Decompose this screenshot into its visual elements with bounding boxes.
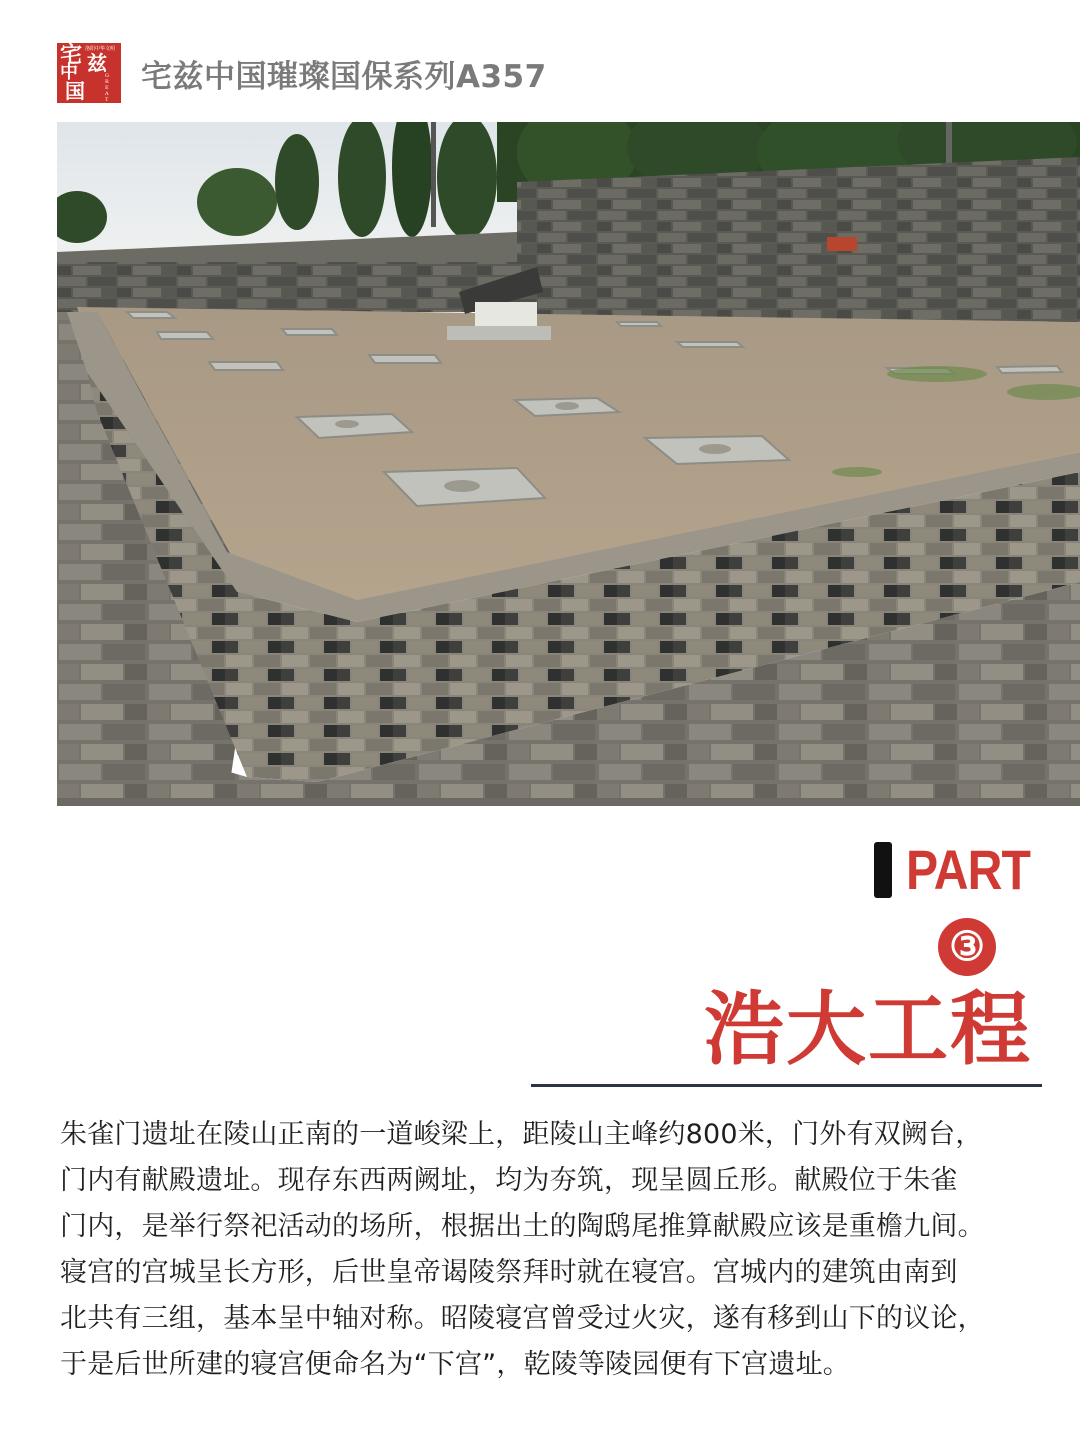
body-line: 寝宫的宫城呈长方形，后世皇帝谒陵祭拜时就在寝宫。宫城内的建筑由南到 bbox=[60, 1257, 958, 1288]
part-number-badge: ③ bbox=[938, 918, 996, 976]
part-label: PART bbox=[906, 838, 1031, 901]
site-photo bbox=[57, 122, 1080, 806]
part-marker-bar bbox=[874, 842, 892, 898]
brand-logo bbox=[57, 42, 121, 121]
logo-char: 中 bbox=[60, 62, 78, 83]
logo-char: 宅 bbox=[60, 42, 83, 68]
body-line: 北共有三组，基本呈中轴对称。昭陵寝宫曾受过火灾，遂有移到山下的议论， bbox=[60, 1303, 985, 1334]
body-line: 于是后世所建的寝宫便命名为“下宫”，乾陵等陵园便有下宫遗址。 bbox=[60, 1349, 850, 1380]
body-paragraph bbox=[60, 1112, 1040, 1388]
section-divider bbox=[531, 1084, 1042, 1087]
body-line: 朱雀门遗址在陵山正南的一道峻梁上，距陵山主峰约800米，门外有双阙台， bbox=[60, 1119, 983, 1150]
logo-small-text: 洛阳中华文明 bbox=[85, 46, 116, 52]
logo-char: 兹 bbox=[87, 51, 107, 75]
body-line: 门内有献殿遗址。现存东西两阙址，均为夯筑，现呈圆丘形。献殿位于朱雀 bbox=[60, 1165, 958, 1196]
header bbox=[57, 42, 547, 121]
logo-char: 国 bbox=[65, 79, 85, 103]
body-line: 门内，是举行祭祀活动的场所，根据出土的陶鸱尾推算献殿应该是重檐九间。 bbox=[60, 1211, 985, 1242]
logo-side-text: GREAT CHI bbox=[105, 73, 110, 121]
series-title: 宅兹中国璀璨国保系列A357 bbox=[141, 58, 547, 95]
section-title: 浩大工程 bbox=[704, 983, 1032, 1076]
